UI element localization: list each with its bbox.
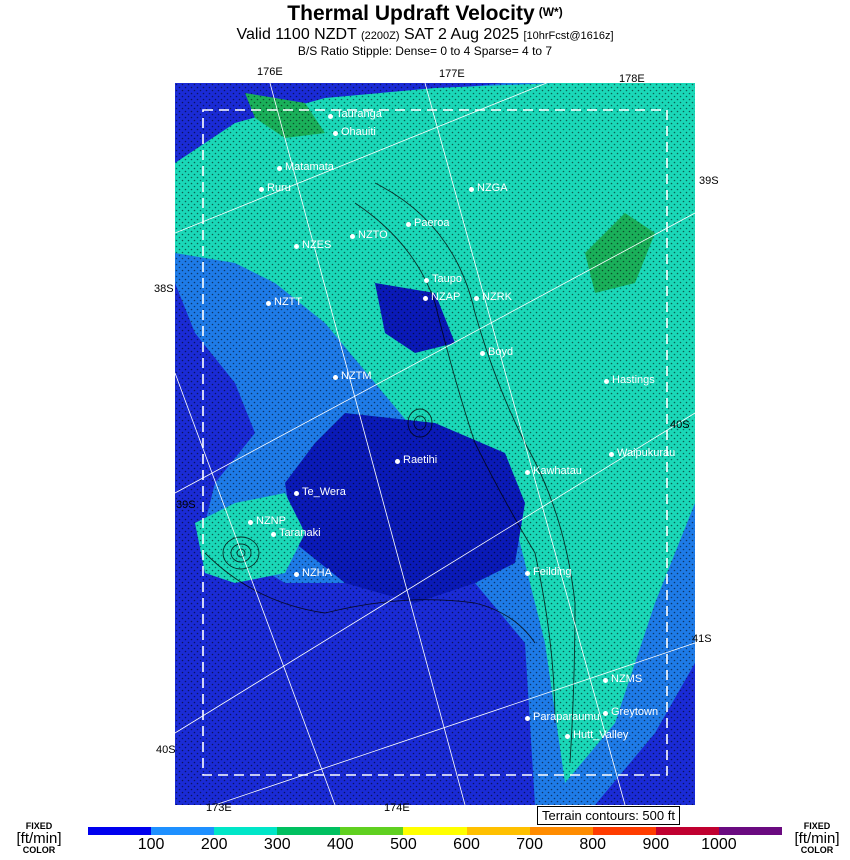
terrain-contour-note: Terrain contours: 500 ft xyxy=(537,806,680,825)
color-scale-tick: 300 xyxy=(263,836,291,853)
place-paeroa: Paeroa xyxy=(414,217,450,229)
place-dot xyxy=(328,114,333,119)
place-nztt: NZTT xyxy=(274,296,303,308)
color-swatch xyxy=(719,827,782,835)
place-greytown: Greytown xyxy=(611,706,659,718)
color-scale-tick: 800 xyxy=(579,836,607,853)
place-dot xyxy=(474,296,479,301)
legend-right-label: FIXED [ft/min] COLOR xyxy=(794,821,840,855)
place-dot xyxy=(604,379,609,384)
lat-label: 38S xyxy=(154,283,174,295)
place-dot xyxy=(603,711,608,716)
color-swatch xyxy=(403,827,466,835)
place-hutt-valley: Hutt_Valley xyxy=(573,729,629,741)
place-matamata: Matamata xyxy=(285,161,334,173)
place-hastings: Hastings xyxy=(612,374,655,386)
place-dot xyxy=(248,520,253,525)
place-dot xyxy=(333,375,338,380)
place-taranaki: Taranaki xyxy=(279,527,321,539)
place-dot xyxy=(603,678,608,683)
place-nzap: NZAP xyxy=(431,291,461,303)
lon-label: 176E xyxy=(257,66,283,78)
stipple-note: B/S Ratio Stipple: Dense= 0 to 4 Sparse= 4 to 7 xyxy=(297,44,553,58)
color-swatch xyxy=(593,827,656,835)
legend-left-label: FIXED [ft/min] COLOR xyxy=(16,821,62,855)
place-ruru: Ruru xyxy=(267,182,291,194)
color-swatch xyxy=(88,827,151,835)
place-dot xyxy=(424,278,429,283)
place-dot xyxy=(395,459,400,464)
place-nzms: NZMS xyxy=(611,673,643,685)
color-scale-tick: 900 xyxy=(642,836,670,853)
color-scale-tick: 100 xyxy=(137,836,165,853)
color-scale-tick: 200 xyxy=(200,836,228,853)
place-tauranga: Tauranga xyxy=(336,108,382,120)
place-dot xyxy=(423,296,428,301)
place-dot xyxy=(525,470,530,475)
lat-label: 40S xyxy=(156,744,176,756)
color-swatch xyxy=(530,827,593,835)
place-dot xyxy=(277,166,282,171)
color-swatch xyxy=(656,827,719,835)
place-dot xyxy=(333,131,338,136)
place-waipukurau: Waipukurau xyxy=(617,447,676,459)
place-paraparaumu: Paraparaumu xyxy=(533,711,600,723)
place-dot xyxy=(294,572,299,577)
color-swatch xyxy=(277,827,340,835)
place-nzes: NZES xyxy=(302,239,332,251)
chart-title: Thermal Updraft Velocity (W*) xyxy=(287,2,563,25)
place-nzrk: NZRK xyxy=(482,291,512,303)
place-dot xyxy=(266,301,271,306)
place-dot xyxy=(609,452,614,457)
lon-label: 178E xyxy=(619,73,645,85)
place-nzha: NZHA xyxy=(302,567,332,579)
valid-time: Valid 1100 NZDT (2200Z) SAT 2 Aug 2025 [10hrFcst@1616z] xyxy=(236,26,614,43)
lat-label: 40S xyxy=(670,419,690,431)
lon-label: 177E xyxy=(439,68,465,80)
place-taupo: Taupo xyxy=(432,273,462,285)
place-nztm: NZTM xyxy=(341,370,372,382)
color-swatch xyxy=(340,827,403,835)
color-scale-tick: 600 xyxy=(453,836,480,853)
place-dot xyxy=(525,571,530,576)
color-swatch xyxy=(214,827,277,835)
place-nzto: NZTO xyxy=(358,229,388,241)
lat-label: 41S xyxy=(692,633,712,645)
place-kawhatau: Kawhatau xyxy=(533,465,582,477)
place-te-wera: Te_Wera xyxy=(302,486,346,498)
place-nzga: NZGA xyxy=(477,182,508,194)
place-ohauiti: Ohauiti xyxy=(341,126,376,138)
color-scale-tick: 700 xyxy=(516,836,543,853)
color-scale-tick: 1000 xyxy=(701,836,737,853)
color-scale-tick: 400 xyxy=(327,836,354,853)
place-dot xyxy=(271,532,276,537)
color-scale-tick: 500 xyxy=(390,836,417,853)
color-swatch xyxy=(151,827,214,835)
place-raetihi: Raetihi xyxy=(403,454,438,466)
place-dot xyxy=(259,187,264,192)
place-dot xyxy=(294,244,299,249)
forecast-map xyxy=(175,83,695,805)
color-swatch xyxy=(467,827,530,835)
color-scale-bar xyxy=(88,827,782,835)
place-dot xyxy=(350,234,355,239)
lon-label: 173E xyxy=(206,802,232,814)
place-dot xyxy=(469,187,474,192)
place-dot xyxy=(480,351,485,356)
place-dot xyxy=(525,716,530,721)
place-dot xyxy=(294,491,299,496)
place-feilding: Feilding xyxy=(533,566,572,578)
place-dot xyxy=(565,734,570,739)
lon-label: 174E xyxy=(384,802,410,814)
place-nznp: NZNP xyxy=(256,515,286,527)
lat-label: 39S xyxy=(176,499,196,511)
lat-label: 39S xyxy=(699,175,719,187)
place-boyd: Boyd xyxy=(488,346,514,358)
place-dot xyxy=(406,222,411,227)
